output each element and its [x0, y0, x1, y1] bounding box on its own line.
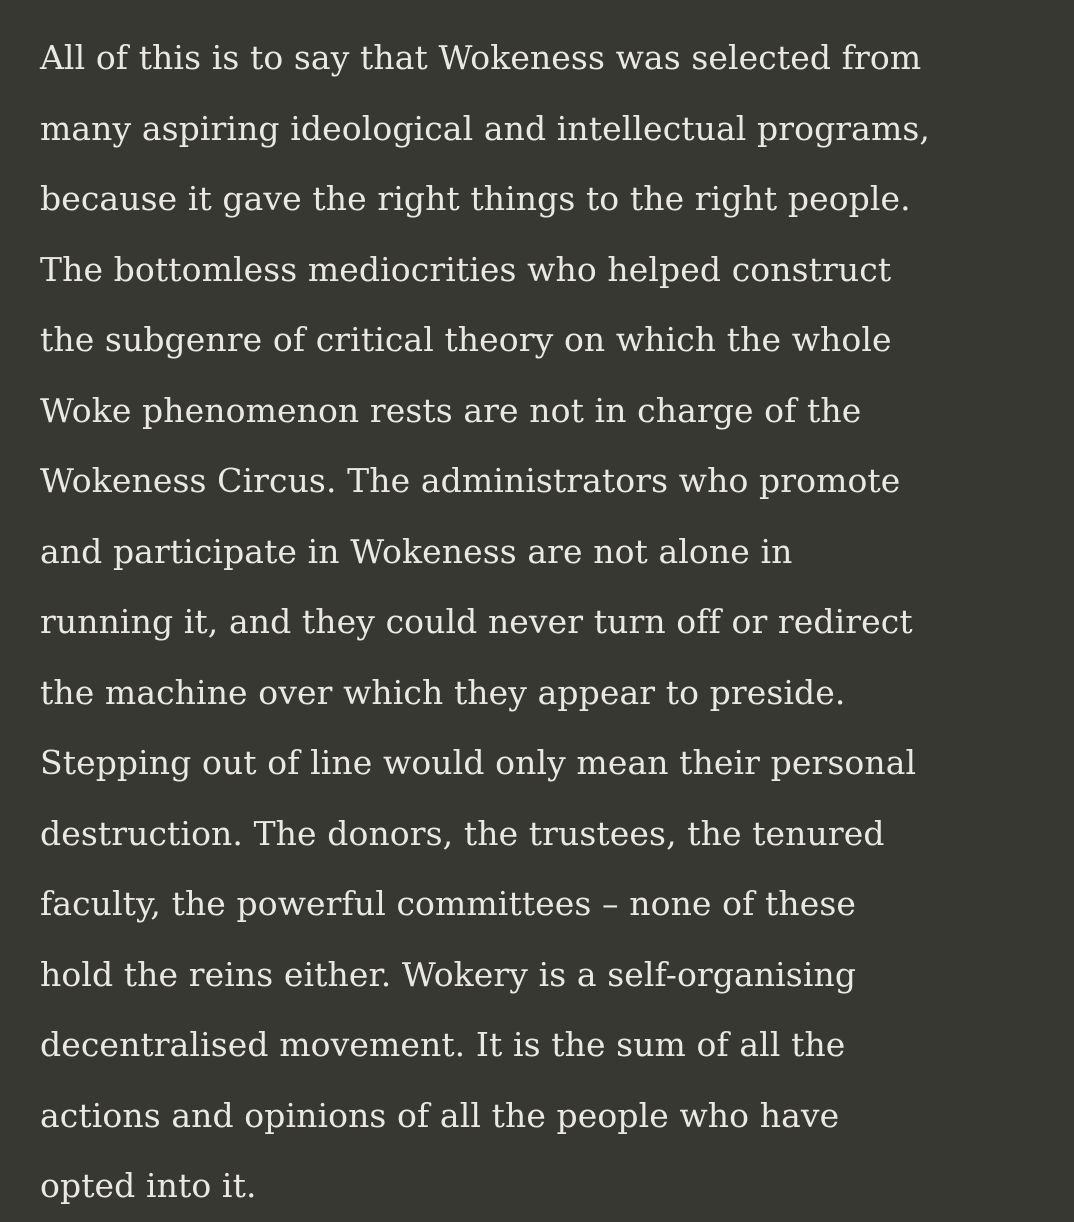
paragraph-line: decentralised movement. It is the sum of all the — [40, 1025, 846, 1064]
paragraph-line: because it gave the right things to the right people. — [40, 179, 911, 218]
paragraph-line: All of this is to say that Wokeness was selected from — [40, 38, 922, 77]
paragraph-line: actions and opinions of all the people who have — [40, 1095, 840, 1135]
paragraph-line: The bottomless mediocrities who helped construct — [40, 249, 892, 289]
paragraph-line: Stepping out of line would only mean their personal — [40, 743, 917, 782]
paragraph-line: the machine over which they appear to preside. — [40, 672, 846, 712]
paragraph-line: running it, and they could never turn off or redirect — [40, 602, 913, 641]
paragraph-line: faculty, the powerful committees – none of these — [40, 884, 857, 923]
paragraph-line: destruction. The donors, the trustees, the tenured — [40, 813, 885, 853]
paragraph-line: Wokeness Circus. The administrators who promote — [40, 461, 901, 500]
paragraph-line: and participate in Wokeness are not alone in — [40, 531, 793, 571]
paragraph-line: Woke phenomenon rests are not in charge of the — [40, 390, 862, 430]
body-paragraph — [40, 23, 1060, 1222]
paragraph-line: opted into it. — [40, 1166, 257, 1205]
paragraph-line: hold the reins either. Wokery is a self-organising — [40, 954, 857, 994]
paragraph-line: the subgenre of critical theory on which the whole — [40, 320, 892, 359]
paragraph-line: many aspiring ideological and intellectual programs, — [40, 108, 930, 148]
